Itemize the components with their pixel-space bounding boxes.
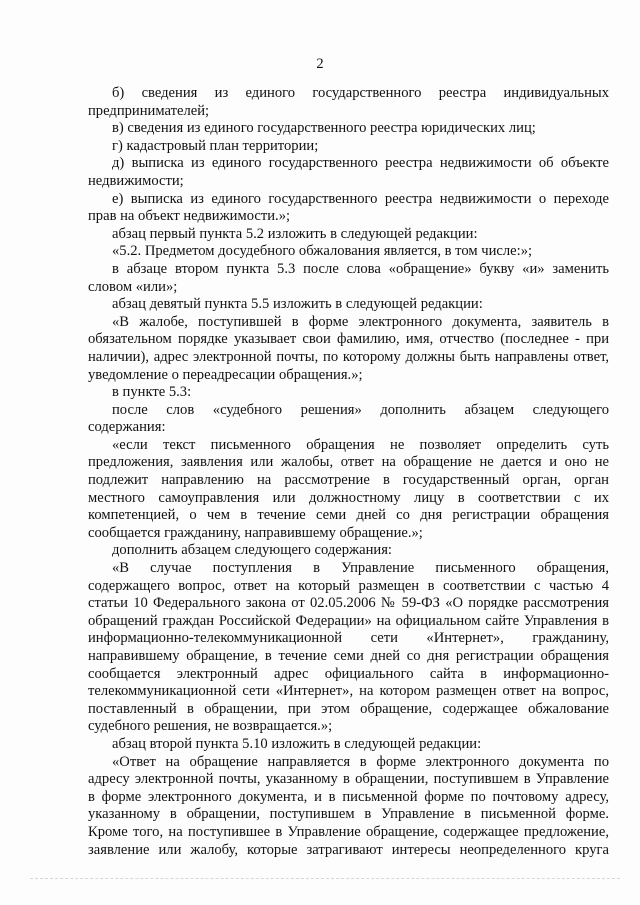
text-line: сообщается гражданину, направившему обращение.»; — [88, 524, 423, 541]
text-line: заявление или жалобу, которые затрагивают интересы неопределенного круга — [88, 841, 609, 858]
text-line: содержания: — [88, 419, 166, 436]
scan-edge-line — [30, 878, 620, 880]
text-line: статьи 10 Федерального закона от 02.05.2006 № 59-ФЗ «О порядке рассмотрения — [88, 595, 609, 612]
text-line: компетенцией, о чем в течение семи дней со дня регистрации обращения — [88, 507, 609, 524]
text-line: после слов «судебного решения» дополнить абзацем следующего — [112, 401, 609, 418]
text-line: в) сведения из единого государственного реестра юридических лиц; — [112, 120, 536, 137]
text-line: содержащего вопрос, ответ на который размещен в соответствии с частью 4 — [88, 577, 609, 594]
text-line: «если текст письменного обращения не позволяет определить суть — [112, 436, 609, 453]
text-line: уведомление о переадресации обращения.»; — [88, 366, 363, 383]
text-line: обращений граждан Российской Федерации» на официальном сайте Управления в — [88, 612, 609, 629]
text-line: Кроме того, на поступившее в Управление обращение, содержащее предложение, — [88, 823, 609, 840]
text-line: телекоммуникационной сети «Интернет», на котором размещен ответ на вопрос, — [88, 683, 609, 700]
text-line: абзац второй пункта 5.10 изложить в следующей редакции: — [112, 735, 482, 752]
text-line: предложения, заявления или жалобы, ответ на обращение не дается и оно не — [88, 454, 609, 471]
document-body — [88, 85, 609, 859]
text-line: подлежит направлению на рассмотрение в государственный орган, орган — [88, 472, 609, 489]
text-line: информационно-телекоммуникационной сети «Интернет», гражданину, — [88, 630, 609, 647]
text-line: местного самоуправления или должностному лицу в соответствии с их — [88, 489, 609, 506]
text-line: в пункте 5.3: — [112, 384, 192, 401]
text-line: «5.2. Предметом досудебного обжалования является, в том числе:»; — [112, 243, 533, 260]
text-line: адресу электронной почты, указанному в обращении, поступившем в Управление — [88, 771, 609, 788]
text-line: направившему обращение, в течение семи дней со дня регистрации обращения — [88, 648, 609, 664]
text-line: абзац девятый пункта 5.5 изложить в следующей редакции: — [112, 296, 483, 313]
text-line: «Ответ на обращение направляется в форме электронного документа по — [112, 753, 609, 770]
text-line: д) выписка из единого государственного реестра недвижимости об объекте — [112, 155, 609, 172]
text-line: дополнить абзацем следующего содержания: — [112, 542, 392, 559]
text-line: словом «или»; — [88, 278, 178, 295]
text-line: поставленный в обращении, при этом обращение, содержащее обжалование — [88, 700, 609, 717]
text-line: наличии), адрес электронной почты, по которому должны быть направлены ответ, — [88, 348, 609, 365]
text-line: «В жалобе, поступившей в форме электронного документа, заявитель в — [112, 313, 609, 330]
text-line: недвижимости; — [88, 172, 184, 189]
text-line: сообщается электронный адрес официального сайта в информационно- — [88, 665, 609, 682]
text-line: в абзаце втором пункта 5.3 после слова «обращение» букву «и» заменить — [112, 260, 609, 277]
text-line: обязательном порядке указывает свои фамилию, имя, отчество (последнее - при — [88, 331, 609, 348]
text-line: в форме электронного документа, и в письменной форме по почтовому адресу, — [88, 788, 609, 805]
text-line: «В случае поступления в Управление письменного обращения, — [112, 560, 609, 577]
text-line: прав на объект недвижимости.»; — [88, 208, 291, 225]
page-number: 2 — [316, 56, 324, 72]
text-line: г) кадастровый план территории; — [112, 137, 319, 154]
text-line: абзац первый пункта 5.2 изложить в следующей редакции: — [112, 225, 478, 242]
text-line: предпринимателей; — [88, 102, 210, 119]
text-line: указанному в обращении, поступившем в Управление в письменной форме. — [88, 806, 609, 823]
text-line: е) выписка из единого государственного реестра недвижимости о переходе — [112, 190, 609, 207]
text-line: судебного решения, не возвращается.»; — [88, 718, 333, 735]
text-line: б) сведения из единого государственного реестра индивидуальных — [112, 85, 609, 101]
